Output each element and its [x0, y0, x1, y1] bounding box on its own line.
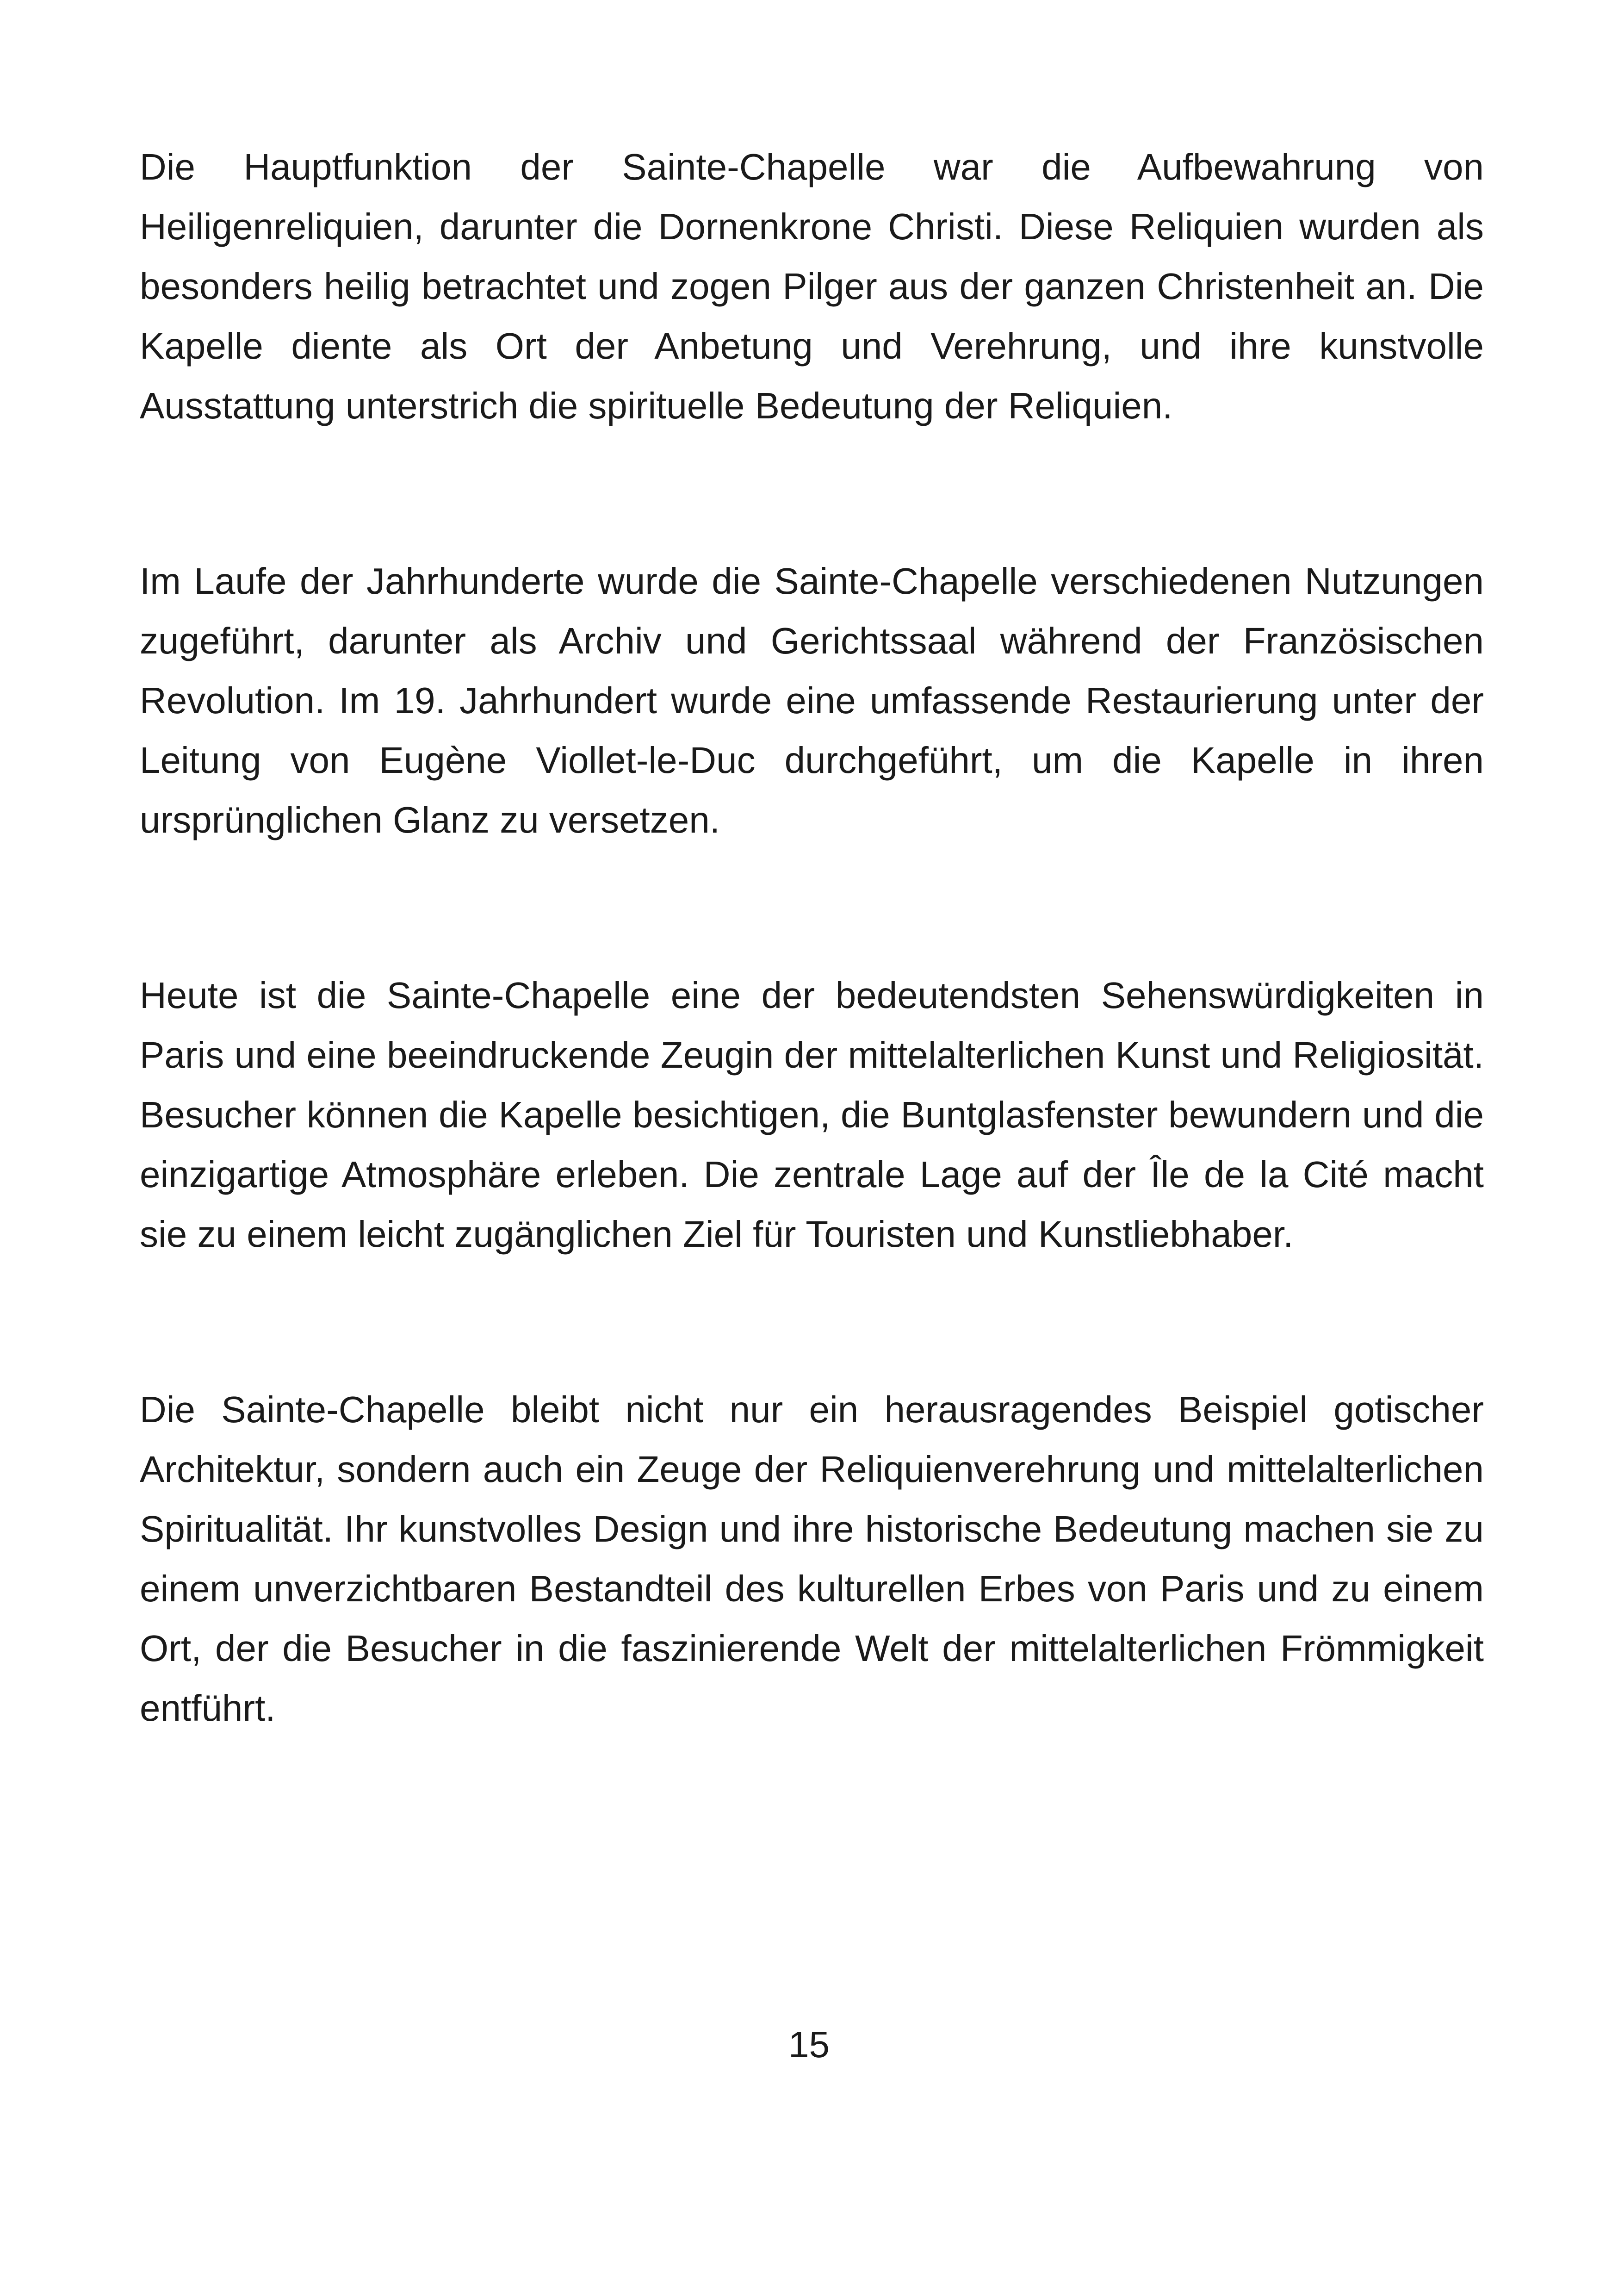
paragraph-reliquien: Die Hauptfunktion der Sainte-Chapelle war die Aufbewahrung von Heiligenreliquien, darunter die Dornenkrone Christi. Diese Reliquien wurden als besonders heilig betrachtet und zogen Pilger aus der ganzen Christenheit an. Die Kapelle diente als Ort der Anbetung und Verehrung, und ihre kunstvolle Ausstattung unterstrich die spirituelle Bedeutung der Reliquien.: [140, 146, 1484, 426]
page-number: 15: [788, 2024, 830, 2065]
paragraph-geschichte: Im Laufe der Jahrhunderte wurde die Sainte-Chapelle verschiedenen Nutzungen zugeführt, darunter als Archiv und Gerichtssaal während der Französischen Revolution. Im 19. Jahrhundert wurde eine umfassende Restaurierung unter der Leitung von Eugène Viollet-le-Duc durchgeführt, um die Kapelle in ihren ursprünglichen Glanz zu versetzen.: [140, 560, 1484, 840]
paragraph-heute: Heute ist die Sainte-Chapelle eine der bedeutendsten Sehenswürdigkeiten in Paris und eine beeindruckende Zeugin der mittelalterlichen Kunst und Religiosität. Besucher können die Kapelle besichtigen, die Buntglasfenster bewundern und die einzigartige Atmosphäre erleben. Die zentrale Lage auf der Île de la Cité macht sie zu einem leicht zugänglichen Ziel für Touristen und Kunstliebhaber.: [140, 975, 1484, 1255]
paragraph-fazit: Die Sainte-Chapelle bleibt nicht nur ein herausragendes Beispiel gotischer Architektur, sondern auch ein Zeuge der Reliquienverehrung und mittelalterlichen Spiritualität. Ihr kunstvolles Design und ihre historische Bedeutung machen sie zu einem unverzichtbaren Bestandteil des kulturellen Erbes von Paris und zu einem Ort, der die Besucher in die faszinierende Welt der mittelalterlichen Frömmigkeit entführt.: [140, 1389, 1484, 1729]
body-text: [140, 137, 1484, 1738]
